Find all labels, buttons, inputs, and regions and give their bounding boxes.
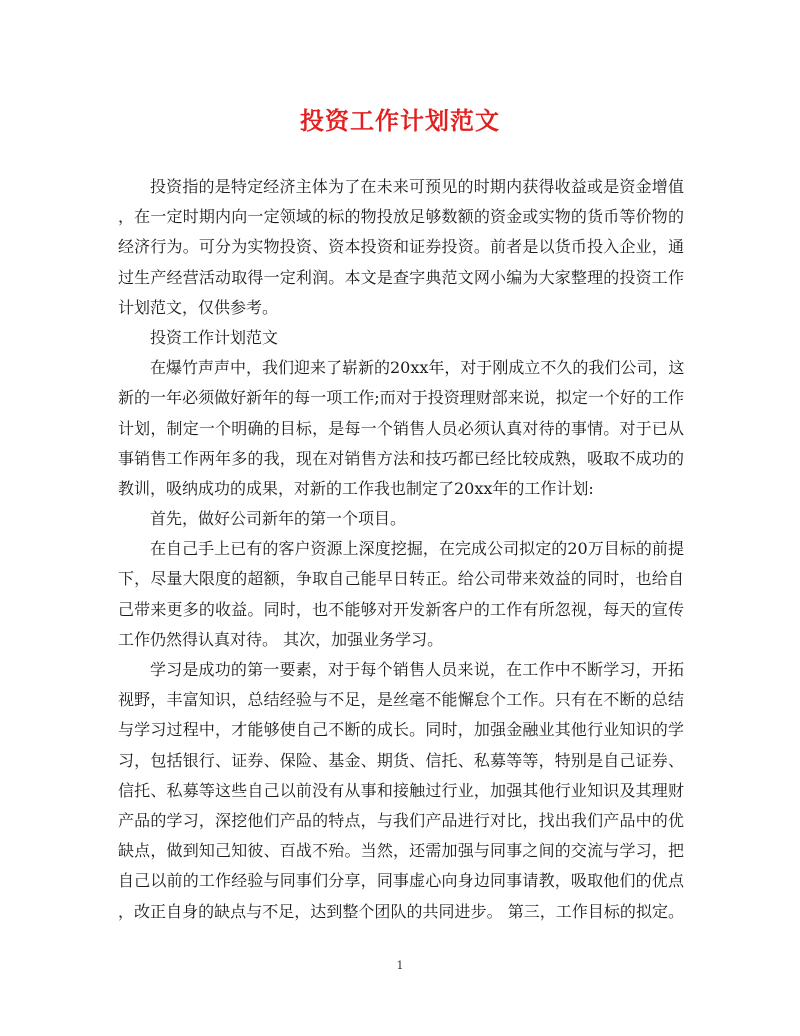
text-line: 习，包括银行、证券、保险、基金、期货、信托、私募等等，特别是自己证券、 [118, 750, 684, 770]
text-line: 新的一年必须做好新年的每一项工作;而对于投资理财部来说，拟定一个好的工作 [118, 388, 684, 408]
text-line: 视野，丰富知识，总结经验与不足，是丝毫不能懈怠个工作。只有在不断的总结 [118, 690, 684, 710]
text-line: 教训，吸纳成功的成果，对新的工作我也制定了20xx年的工作计划: [118, 478, 594, 498]
text-line: ，改正自身的缺点与不足，达到整个团队的共同进步。 第三，工作目标的拟定。 [118, 901, 684, 921]
text-line: 自己以前的工作经验与同事们分享，同事虚心向身边同事请教，吸取他们的优点 [118, 871, 684, 891]
text-line: 投资指的是特定经济主体为了在未来可预见的时期内获得收益或是资金增值 [150, 177, 684, 196]
text-line: 己带来更多的收益。同时，也不能够对开发新客户的工作有所忽视，每天的宣传 [118, 599, 684, 619]
document-title: 投资工作计划范文 [300, 106, 500, 135]
section-heading: 投资工作计划范文 [150, 327, 279, 347]
text-line: 计划范文，仅供参考。 [118, 297, 279, 317]
text-line: 计划，制定一个明确的目标，是每一个销售人员必须认真对待的事情。对于已从 [118, 418, 684, 438]
page-number: 1 [396, 959, 404, 972]
text-line: 产品的学习，深挖他们产品的特点，与我们产品进行对比，找出我们产品中的优 [118, 810, 684, 830]
text-line: 经济行为。可分为实物投资、资本投资和证券投资。前者是以货币投入企业，通 [118, 237, 684, 257]
text-line: 在自己手上已有的客户资源上深度挖掘，在完成公司拟定的20万目标的前提 [150, 539, 684, 559]
text-line: 与学习过程中，才能够使自己不断的成长。同时，加强金融业其他行业知识的学 [118, 720, 684, 740]
document-body [118, 172, 684, 927]
text-line: 首先，做好公司新年的第一个项目。 [150, 509, 407, 529]
text-line: 工作仍然得认真对待。 其次，加强业务学习。 [118, 629, 444, 649]
text-line: ，在一定时期内向一定领域的标的物投放足够数额的资金或实物的货币等价物的 [118, 207, 684, 227]
text-line: 事销售工作两年多的我，现在对销售方法和技巧都已经比较成熟，吸取不成功的 [118, 448, 684, 468]
text-line: 过生产经营活动取得一定利润。本文是查字典范文网小编为大家整理的投资工作 [118, 267, 684, 287]
text-line: 缺点，做到知己知彼、百战不殆。当然，还需加强与同事之间的交流与学习，把 [118, 841, 684, 861]
text-line: 在爆竹声声中，我们迎来了崭新的20xx年，对于刚成立不久的我们公司，这 [150, 358, 685, 378]
text-line: 信托、私募等这些自己以前没有从事和接触过行业，加强其他行业知识及其理财 [118, 780, 684, 800]
text-line: 学习是成功的第一要素，对于每个销售人员来说，在工作中不断学习，开拓 [150, 660, 684, 679]
text-line: 下，尽量大限度的超额，争取自己能早日转正。给公司带来效益的同时，也给自 [118, 569, 684, 589]
